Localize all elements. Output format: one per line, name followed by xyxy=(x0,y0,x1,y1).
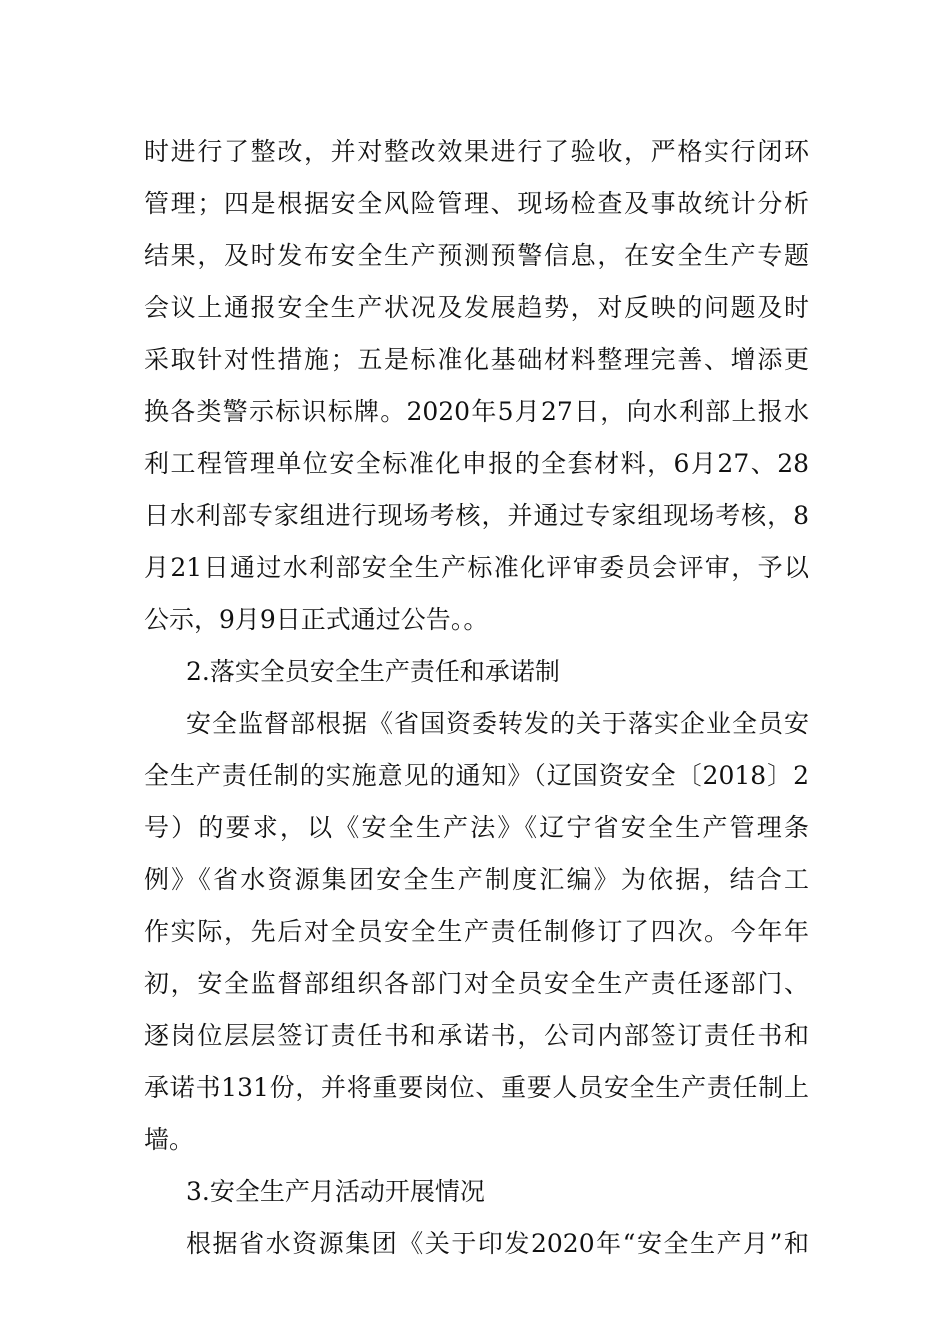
text-line-20: 墙。 xyxy=(144,1125,195,1154)
text-line-3: 结果，及时发布安全生产预测预警信息，在安全生产专题 xyxy=(144,241,809,270)
text-line-9: 月21日通过水利部安全生产标准化评审委员会评审，予以 xyxy=(144,553,809,582)
section-heading-2: 2.落实全员安全生产责任和承诺制 xyxy=(186,657,560,686)
text-line-7: 利工程管理单位安全标准化申报的全套材料，6月27、28 xyxy=(144,449,809,478)
text-line-14: 号）的要求，以《安全生产法》《辽宁省安全生产管理条 xyxy=(144,813,809,842)
text-line-22: 根据省水资源集团《关于印发2020年“安全生产月”和 xyxy=(186,1229,809,1258)
text-line-2: 管理；四是根据安全风险管理、现场检查及事故统计分析 xyxy=(144,189,809,218)
text-line-5: 采取针对性措施；五是标准化基础材料整理完善、增添更 xyxy=(144,345,809,374)
text-line-17: 初，安全监督部组织各部门对全员安全生产责任逐部门、 xyxy=(144,969,809,998)
text-line-12: 安全监督部根据《省国资委转发的关于落实企业全员安 xyxy=(186,709,809,738)
text-line-8: 日水利部专家组进行现场考核，并通过专家组现场考核，8 xyxy=(144,501,809,530)
text-line-13: 全生产责任制的实施意见的通知》（辽国资安全〔2018〕2 xyxy=(144,761,809,790)
text-line-4: 会议上通报安全生产状况及发展趋势，对反映的问题及时 xyxy=(144,293,809,322)
text-line-10: 公示，9月9日正式通过公告。。 xyxy=(144,605,489,634)
section-heading-3: 3.安全生产月活动开展情况 xyxy=(186,1177,485,1206)
text-line-16: 作实际，先后对全员安全生产责任制修订了四次。今年年 xyxy=(144,917,809,946)
text-line-18: 逐岗位层层签订责任书和承诺书，公司内部签订责任书和 xyxy=(144,1021,809,1050)
text-line-19: 承诺书131份，并将重要岗位、重要人员安全生产责任制上 xyxy=(144,1073,809,1102)
text-line-15: 例》《省水资源集团安全生产制度汇编》为依据，结合工 xyxy=(144,865,809,894)
text-line-6: 换各类警示标识标牌。2020年5月27日，向水利部上报水 xyxy=(144,397,809,426)
text-line-1: 时进行了整改，并对整改效果进行了验收，严格实行闭环 xyxy=(144,137,809,166)
